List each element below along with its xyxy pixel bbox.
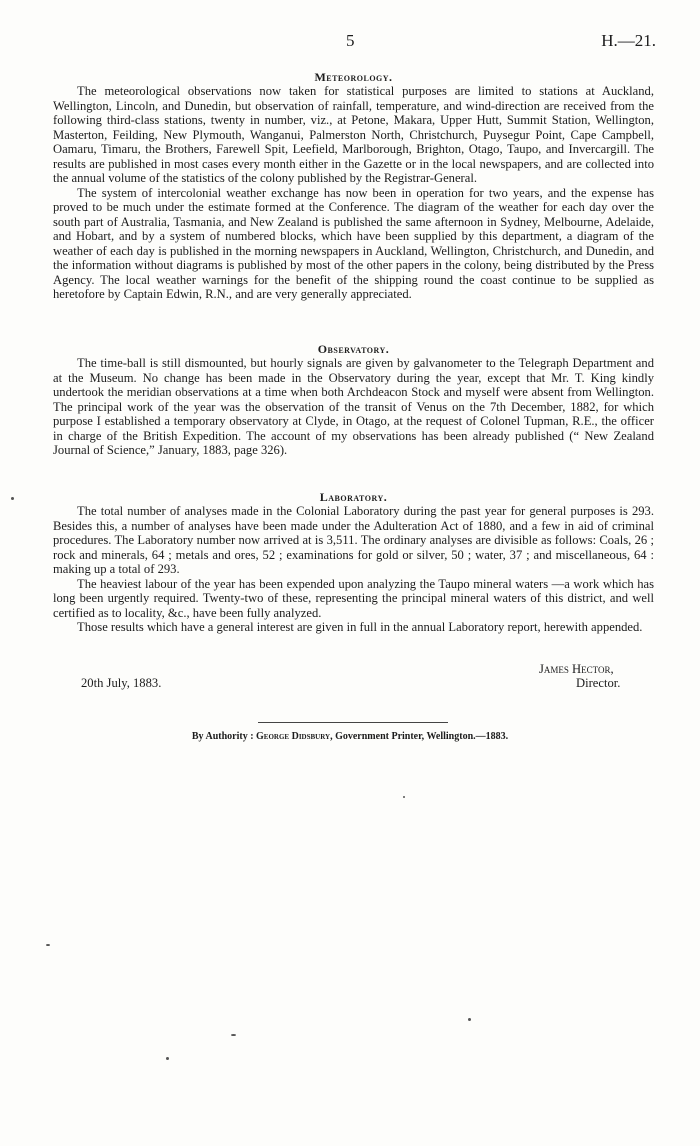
signature-date: 20th July, 1883. — [81, 676, 162, 690]
laboratory-heading: Laboratory. — [319, 490, 388, 504]
observatory-heading: Observatory. — [317, 342, 390, 356]
ink-speck — [231, 1034, 236, 1036]
imprint-prefix: By Authority : — [191, 731, 254, 742]
ink-speck — [11, 497, 14, 500]
imprint-printer-name: George Didsbury, — [256, 731, 333, 742]
signatory-name: James Hector, — [539, 662, 614, 676]
observatory-paragraph-1: The time-ball is still dismounted, but hourly signals are given by galvanometer to the Telegraph Department and at the Museum. No change has been made in the Observatory during the year, except that Mr. T. King kindly undertook the meridian observations at a time when both Archdeacon Stock and myself were absent from Wellington. The principal work of the year was the observation of the transit of Venus on the 7th December, 1882, for which purpose I established a temporary observatory at Clyde, in Otago, at the request of Colonel Tupman, R.E., the officer in charge of the British Expedition. The account of my observations has been already published (“ New Zealand Journal of Science,” January, 1883, page 326). — [53, 356, 654, 457]
meteorology-paragraph-1: The meteorological observations now taken for statistical purposes are limited to stations at Auckland, Wellington, Lincoln, and Dunedin, but observation of rainfall, temperature, and wind-direction are received from the following third-class stations, twenty in number, viz., at Petone, Makara, Upper Hutt, Summit Station, Wellington, Masterton, Feilding, New Plymouth, Wanganui, Palmerston North, Christchurch, Puysegur Point, Cape Campbell, Oamaru, Timaru, the Brothers, Farewell Spit, Leefield, Marlborough, Brighton, Otago, Taupo, and Invercargill. The results are published in most cases every month either in the Gazette or in the local newspapers, and are collected into the annual volume of the statistics of the colony published by the Registrar-General. — [53, 84, 654, 185]
document-reference: H.—21. — [601, 31, 656, 50]
ink-speck — [468, 1018, 471, 1021]
page-number: 5 — [346, 31, 355, 50]
meteorology-section — [53, 70, 654, 302]
ink-speck — [403, 796, 405, 798]
ink-speck — [166, 1057, 169, 1060]
signature-block — [53, 662, 654, 702]
meteorology-paragraph-2: The system of intercolonial weather exchange has now been in operation for two years, and the expense has proved to be much under the estimate formed at the Conference. The diagram of the weather for each day over the south part of Australia, Tasmania, and New Zealand is published the same afternoon in Sydney, Melbourne, Adelaide, and Hobart, and by a system of numbered blocks, which have been supplied by this department, a diagram of the weather of each day is published in the morning newspapers in Auckland, Wellington, Christchurch, and Dunedin, and the information without diagrams is published by most of the other papers in the colony, being distributed by the Press Agency. The local weather warnings for the benefit of the shipping round the coast continue to be supplied as heretofore by Captain Edwin, R.N., and are very generally appreciated. — [53, 185, 654, 301]
laboratory-paragraph-2: The heaviest labour of the year has been expended upon analyzing the Taupo mineral waters —a work which has long been urgently required. Twenty-two of these, representing the principal mineral waters of this district, and well certified as to locality, &c., have been fully analyzed. — [53, 576, 654, 620]
printer-imprint — [0, 731, 700, 742]
divider-rule — [258, 722, 448, 723]
meteorology-heading: Meteorology. — [314, 70, 393, 84]
observatory-section — [53, 342, 654, 458]
laboratory-paragraph-1: The total number of analyses made in the Colonial Laboratory during the past year for general purposes is 293. Besides this, a number of analyses have been made under the Adulteration Act of 1880, and a few in aid of criminal procedures. The Laboratory number now arrived at is 3,511. The ordinary analyses are divisible as follows: Coals, 26 ; rock and minerals, 64 ; metals and ores, 52 ; examinations for gold or silver, 50 ; water, 37 ; and miscellaneous, 64 : making up a total of 293. — [53, 504, 654, 576]
laboratory-paragraph-3: Those results which have a general interest are given in full in the annual Laboratory report, herewith appended. — [77, 620, 643, 634]
signatory-title: Director. — [576, 676, 621, 690]
ink-speck — [46, 944, 50, 946]
laboratory-section — [53, 490, 654, 635]
imprint-suffix: Government Printer, Wellington.—1883. — [335, 731, 509, 742]
